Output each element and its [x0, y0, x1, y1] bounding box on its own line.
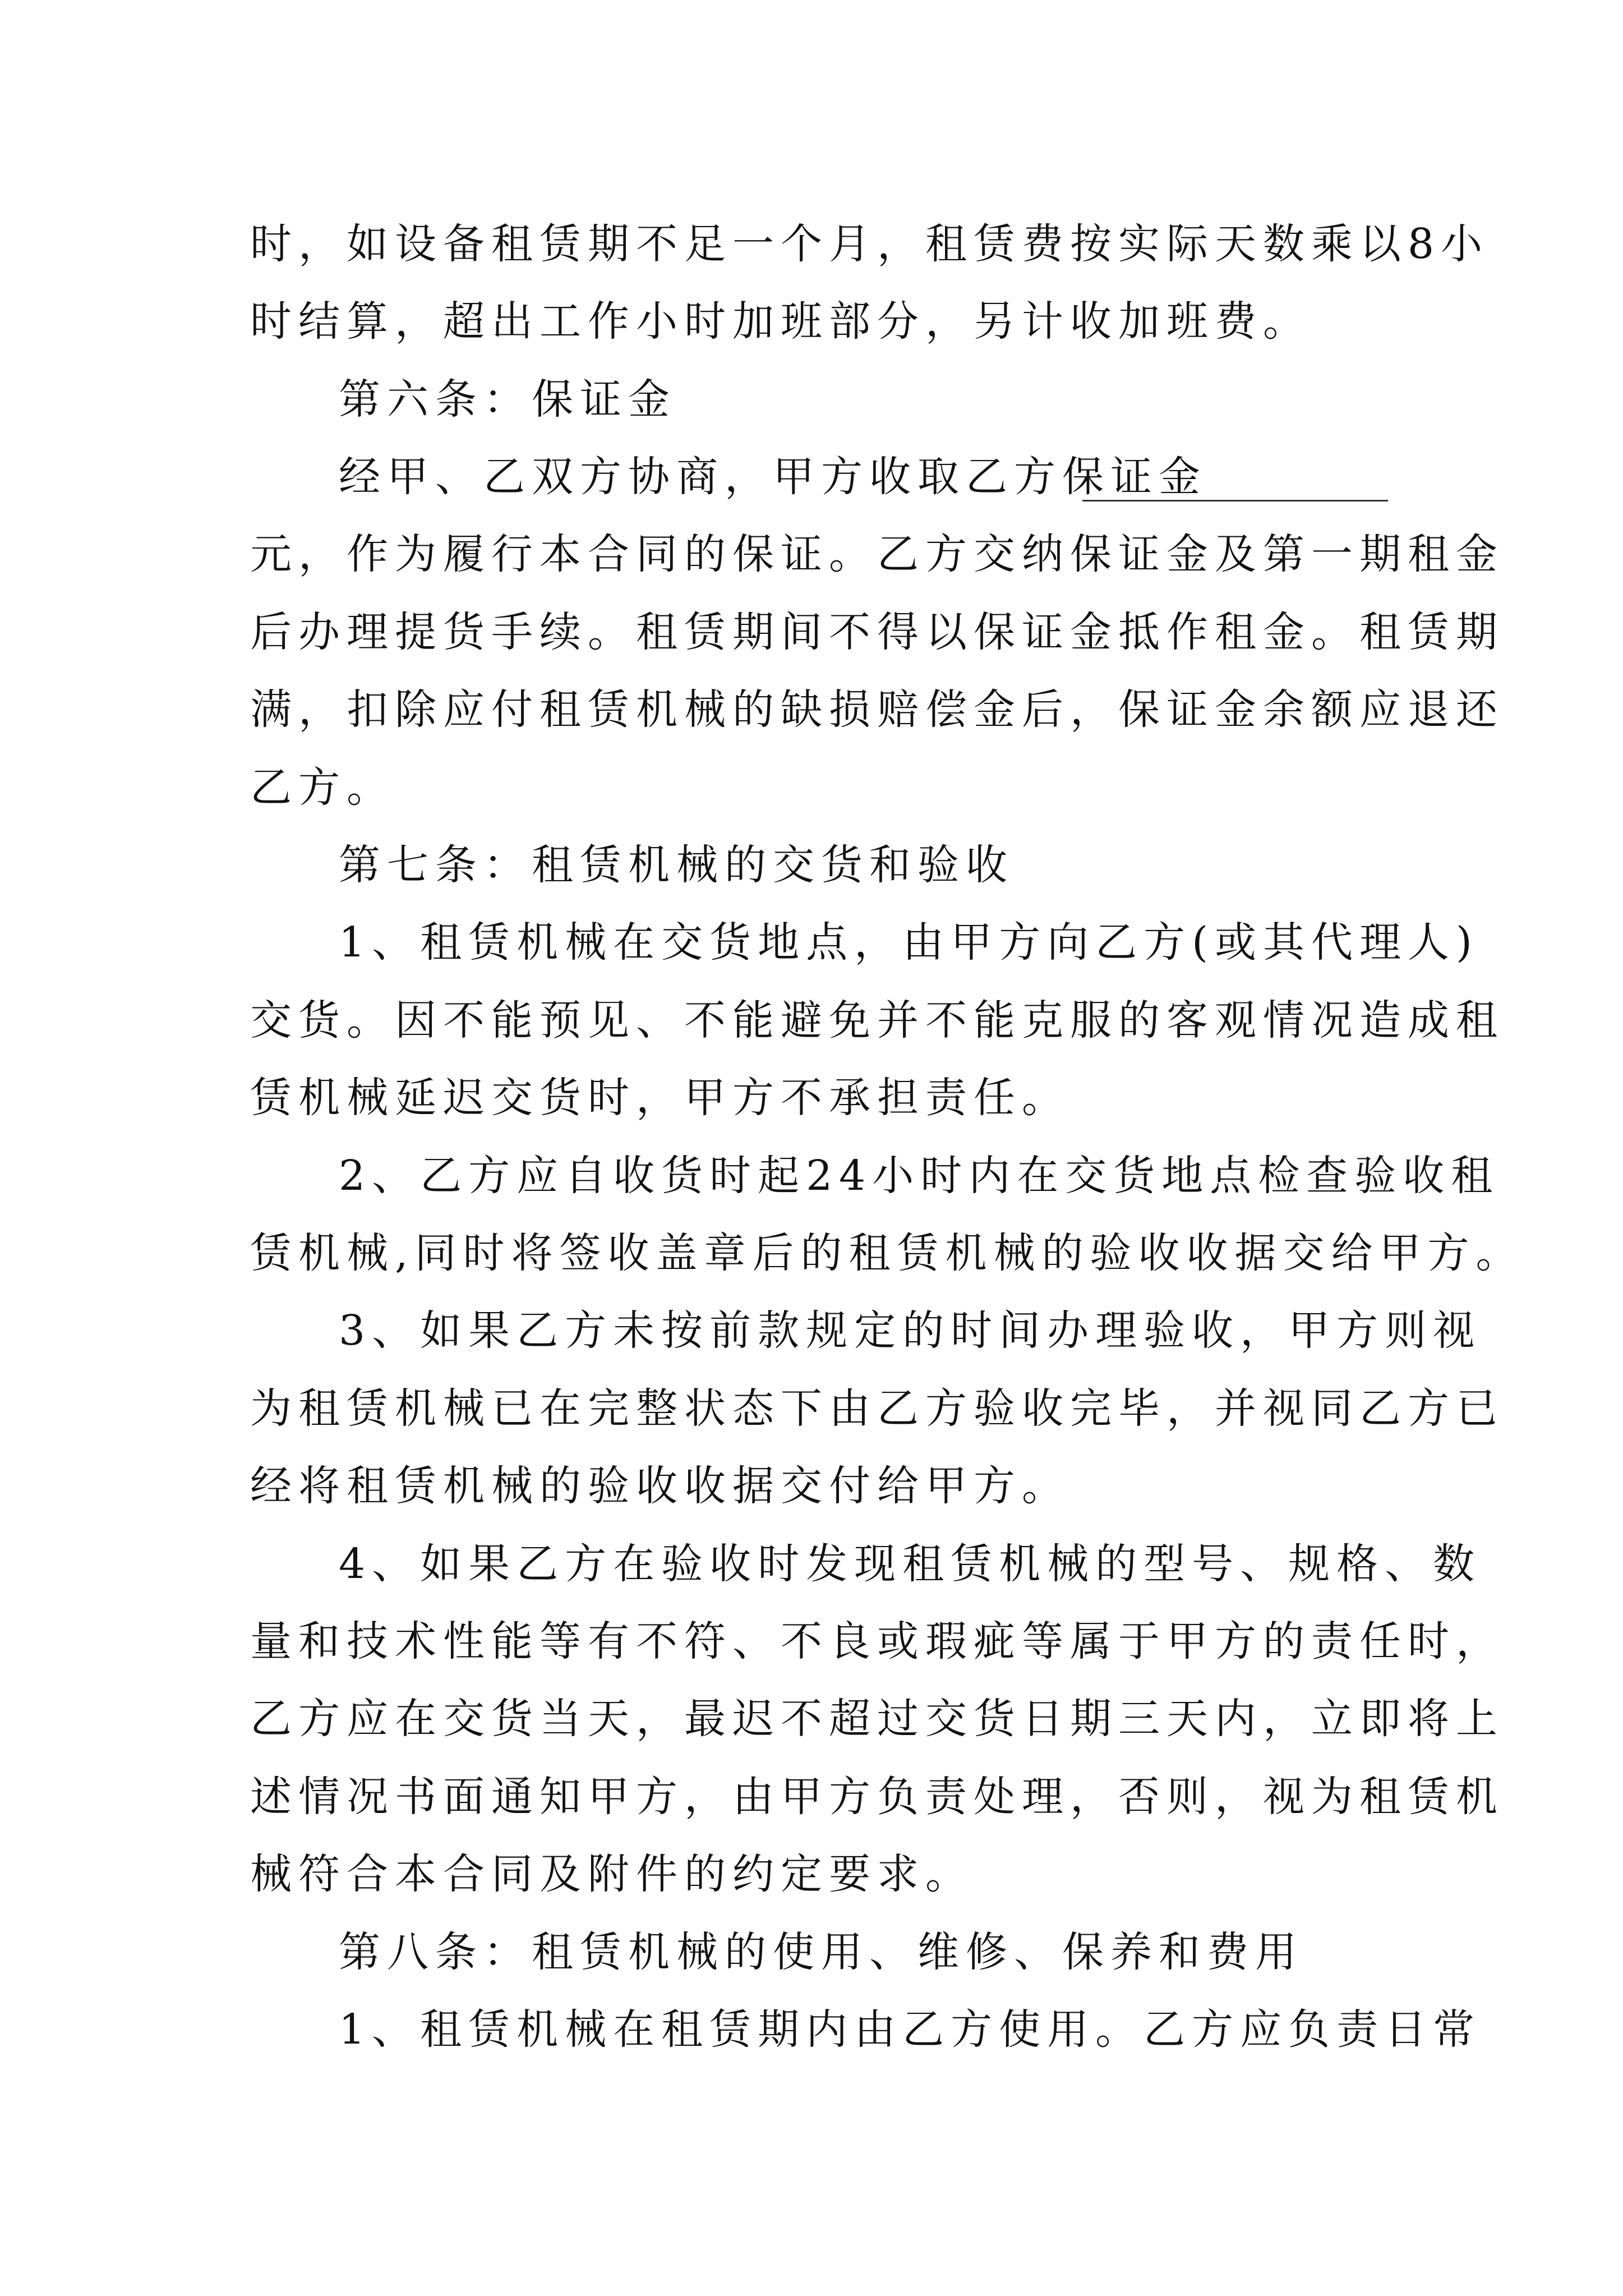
text-line: 1、租赁机械在交货地点，由甲方向乙方(或其代理人) [339, 918, 1479, 967]
text-line: 1、租赁机械在租赁期内由乙方使用。乙方应负责日常 [339, 2005, 1482, 2054]
text-line: 满，扣除应付租赁机械的缺损赔偿金后，保证金余额应退还 [250, 685, 1504, 734]
section-heading: 第六条：保证金 [339, 375, 676, 424]
text-line: 经甲、乙双方协商，甲方收取乙方保证金 [339, 453, 1207, 501]
text-line: 述情况书面通知甲方，由甲方负责处理，否则，视为租赁机 [250, 1773, 1504, 1821]
text-line: 械符合本合同及附件的约定要求。 [250, 1850, 974, 1898]
text-line: 经将租赁机械的验收收据交付给甲方。 [250, 1462, 1070, 1510]
text-line: 后办理提货手续。租赁期间不得以保证金抵作租金。租赁期 [250, 608, 1504, 656]
fill-in-blank [1082, 500, 1388, 501]
text-line: 3、如果乙方未按前款规定的时间办理验收，甲方则视 [339, 1306, 1482, 1355]
text-line: 时结算，超出工作小时加班部分，另计收加班费。 [250, 297, 1311, 346]
text-line: 乙方。 [250, 763, 395, 812]
text-line: 交货。因不能预见、不能避免并不能克服的客观情况造成租 [250, 996, 1504, 1045]
text-line: 元，作为履行本合同的保证。乙方交纳保证金及第一期租金 [250, 530, 1504, 578]
text-line: 乙方应在交货当天，最迟不超过交货日期三天内，立即将上 [250, 1695, 1504, 1743]
section-heading: 第七条：租赁机械的交货和验收 [339, 841, 1014, 889]
section-heading: 第八条：租赁机械的使用、维修、保养和费用 [339, 1928, 1303, 1976]
text-line: 时，如设备租赁期不足一个月，租赁费按实际天数乘以8小 [250, 220, 1490, 268]
text-line: 4、如果乙方在验收时发现租赁机械的型号、规格、数 [339, 1540, 1482, 1588]
text-line: 为租赁机械已在完整状态下由乙方验收完毕，并视同乙方已 [250, 1384, 1504, 1433]
text-line: 2、乙方应自收货时起24小时内在交货地点检查验收租 [339, 1152, 1500, 1200]
text-line: 赁机械,同时将签收盖章后的租赁机械的验收收据交给甲方。 [250, 1229, 1524, 1277]
text-line: 量和技术性能等有不符、不良或瑕疵等属于甲方的责任时， [250, 1617, 1504, 1665]
text-line: 赁机械延迟交货时，甲方不承担责任。 [250, 1074, 1070, 1122]
